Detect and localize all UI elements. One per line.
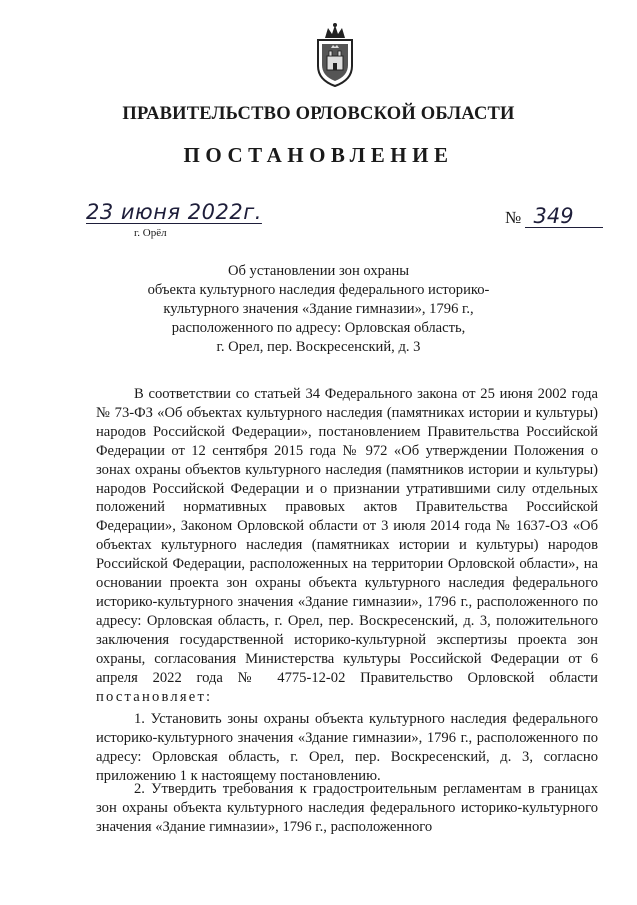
subject-line: г. Орел, пер. Воскресенский, д. 3 bbox=[216, 339, 421, 355]
coat-of-arms-icon bbox=[314, 22, 356, 88]
document-subject bbox=[0, 262, 637, 357]
subject-line: культурного значения «Здание гимназии», 1796 г., bbox=[163, 301, 474, 317]
number-sign: № bbox=[505, 208, 522, 227]
clause-1-paragraph: 1. Установить зоны охраны объекта культурного наследия федерального историко-культурного значения «Здание гимназии», 1796 г., расположенного по адресу: Орловская область, г. Орел, пер. Воскресенский, д. 3, согласно приложению 1 к настоящему постановлению. bbox=[96, 711, 598, 784]
preamble-paragraph bbox=[96, 385, 598, 706]
clause-2-paragraph: 2. Утвердить требования к градостроительным регламентам в границах зон охраны объекта культурного наследия федерального историко-культурного значения «Здание гимназии», 1796 г., расположенного bbox=[96, 781, 598, 835]
subject-line: объекта культурного наследия федерального историко- bbox=[147, 282, 490, 298]
organization-name: ПРАВИТЕЛЬСТВО ОРЛОВСКОЙ ОБЛАСТИ bbox=[122, 104, 515, 124]
handwritten-document-number: 349 bbox=[525, 205, 603, 228]
resolution-verb: постановляет: bbox=[96, 688, 213, 705]
subject-line: Об установлении зон охраны bbox=[227, 263, 410, 279]
document-number-block bbox=[505, 205, 603, 228]
document-type-title: ПОСТАНОВЛЕНИЕ bbox=[183, 143, 454, 167]
handwritten-date: 23 июня 2022г. bbox=[86, 200, 262, 224]
preamble-text: В соответствии со статьей 34 Федерального закона от 25 июня 2002 года № 73-ФЗ «Об объектах культурного наследия (памятниках истории и культуры) народов Российской Федерации», постановлением Правительства Российской Федерации от 12 сентября 2015 года № 972 «Об утверждении Положения о зонах охраны объектов культурного наследия (памятников истории и культуры) народов Российской Федерации и о признании утратившими силу отдельных положений нормативных правовых актов Правительства Российской Федерации», Законом Орловской области от 3 июля 2014 года № 1637-ОЗ «Об объектах культурного наследия (памятниках истории и культуры) народов Российской Федерации, расположенных на территории Орловской области», на основании проекта зон охраны объекта культурного наследия федерального историко-культурного значения «Здание гимназии», 1796 г., расположенного по адресу: Орловская область, г. Орел, пер. Воскресенский, д. 3, положительного заключения государственной историко-культурной экспертизы проекта зон охраны, согласования Министерства культуры Российской Федерации от 6 апреля 2022 года № 4775-12-02 Правительство Орловской области bbox=[96, 386, 598, 686]
issuing-city: г. Орёл bbox=[134, 227, 167, 239]
subject-line: расположенного по адресу: Орловская область, bbox=[171, 320, 466, 336]
